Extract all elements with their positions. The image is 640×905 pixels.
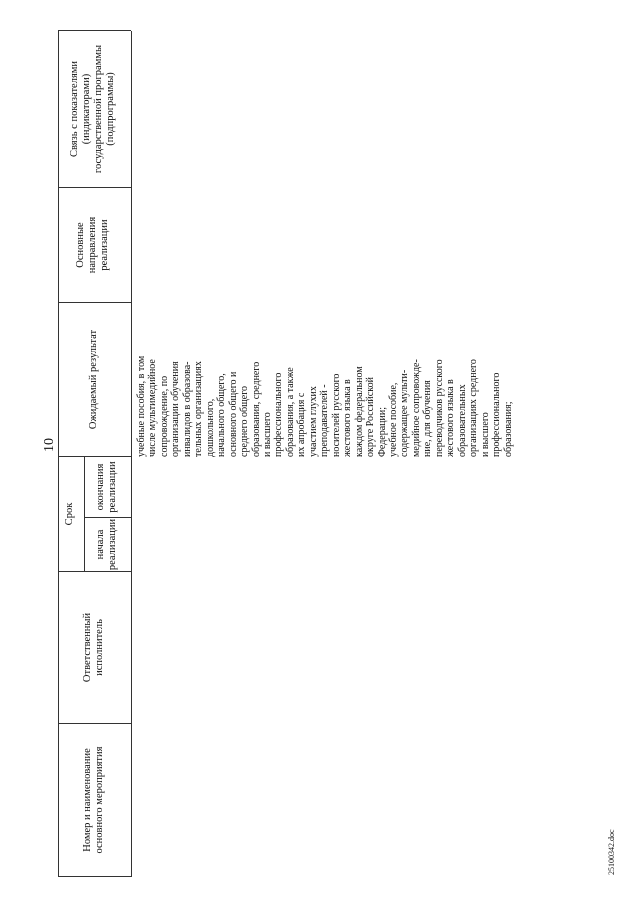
header-number-name: Номер и наименование основного мероприятия <box>82 746 105 854</box>
expected-result-line: преподавателей - <box>319 384 331 457</box>
expected-result-line: начального общего, <box>216 373 228 457</box>
expected-result-text <box>136 307 514 457</box>
header-expected-result: Ожидаемый результат <box>88 329 99 430</box>
expected-result-line: инвалидов в образова- <box>181 361 193 457</box>
expected-result-line: образовательных <box>456 384 468 457</box>
expected-result-line: ние, для обучения <box>422 380 434 457</box>
expected-result-line: их апробация с <box>296 392 308 457</box>
expected-result-line: организациях среднего <box>468 359 480 457</box>
expected-result-line: содержащее мульти- <box>399 369 411 457</box>
expected-result-line: профессионального <box>273 372 285 457</box>
expected-result-line: медийное сопровожде- <box>410 359 422 457</box>
page-number: 10 <box>42 438 57 452</box>
expected-result-line: жестового языка в <box>445 379 457 457</box>
expected-result-line: профессионального <box>491 372 503 457</box>
expected-result-line: учебные пособия, в том <box>136 355 147 457</box>
term-divider <box>84 457 85 572</box>
expected-result-line: организации обучения <box>170 361 182 457</box>
expected-result-line: дошкольного, <box>204 398 216 457</box>
expected-result-line: каждом федеральном <box>353 366 365 457</box>
expected-result-line: и высшего <box>261 412 273 457</box>
expected-result-line: учебное пособие, <box>387 382 399 457</box>
header-term-start: начала реализации <box>95 518 118 571</box>
expected-result-line: числе мультимедийное <box>147 359 159 457</box>
expected-result-line: образования, а также <box>284 367 296 457</box>
table-top-border <box>58 31 59 877</box>
table-left-border <box>58 876 131 877</box>
header-term-end: окончания реализации <box>95 461 118 513</box>
expected-result-line: образования; <box>502 401 514 457</box>
expected-result-line: основного общего и <box>227 371 239 457</box>
expected-result-line: носителей русского <box>330 373 342 457</box>
header-term: Срок <box>64 502 75 526</box>
expected-result-line: среднего общего <box>239 385 251 457</box>
expected-result-line: сопровождение, по <box>158 375 170 457</box>
expected-result-line: Федерации; <box>376 406 388 457</box>
expected-result-line: округе Российской <box>365 377 377 457</box>
expected-result-line: переводчиков русского <box>433 359 445 457</box>
expected-result-line: жестового языка в <box>342 379 354 457</box>
expected-result-line: образования, среднего <box>250 361 262 457</box>
expected-result-line: участием глухих <box>307 386 319 457</box>
expected-result-line: тельных организациях <box>193 361 205 457</box>
header-main-directions: Основные направления реализации <box>75 216 110 274</box>
header-indicators-link: Связь с показателями (индикаторами) государственной программы (подпрограммы) <box>69 44 116 174</box>
table-header-bottom-border <box>131 31 132 877</box>
document-code: 25100342.doc <box>607 829 616 875</box>
header-responsible: Ответственный исполнитель <box>82 612 105 683</box>
expected-result-line: и высшего <box>479 412 491 457</box>
